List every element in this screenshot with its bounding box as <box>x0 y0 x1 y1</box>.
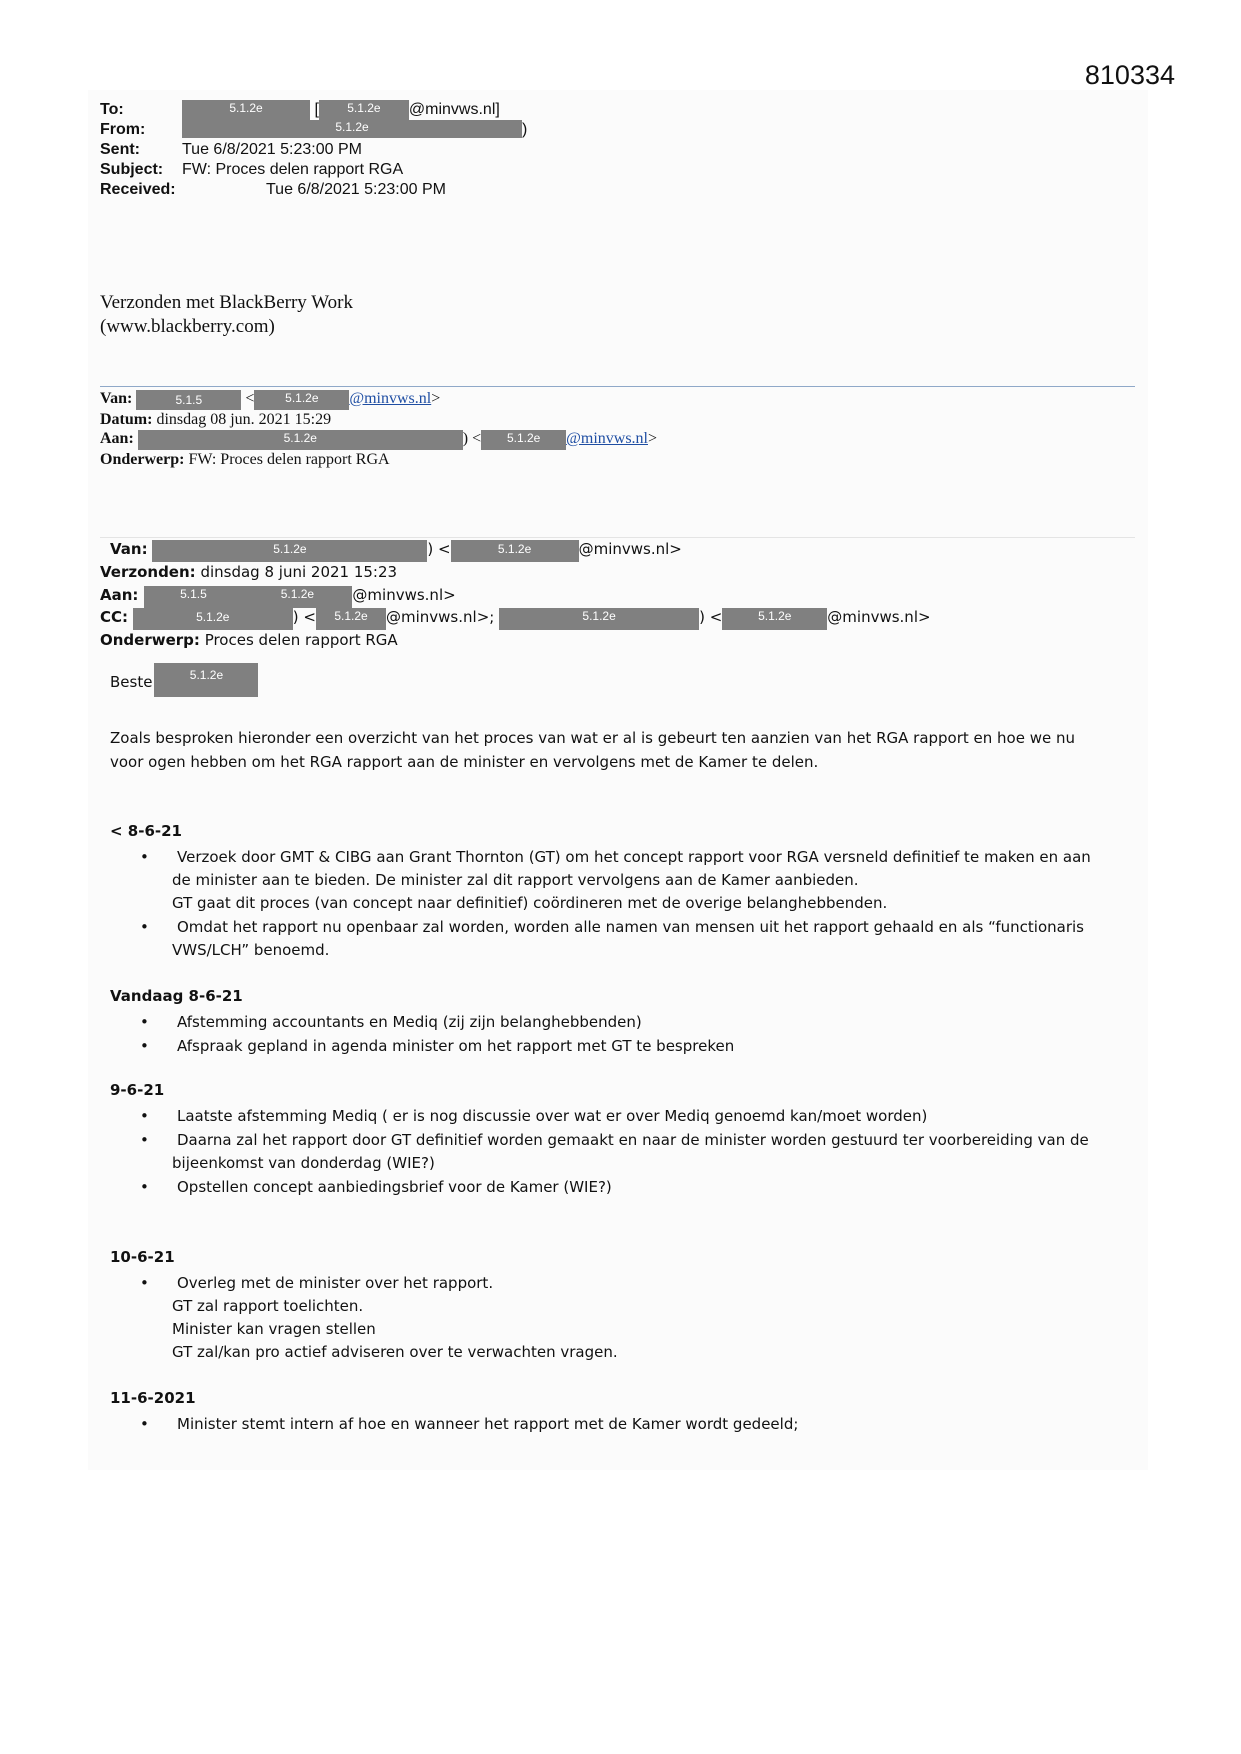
to-label: To: <box>100 101 124 118</box>
section-heading: Vandaag 8-6-21 <box>110 987 243 1005</box>
cc-label: CC: <box>100 608 129 626</box>
onderwerp-label: Onderwerp: <box>100 631 200 649</box>
greeting-row <box>110 668 258 697</box>
section-heading: 9-6-21 <box>110 1081 165 1099</box>
list-item-text: GT zal/kan pro actief adviseren over te verwachten vragen. <box>172 1343 618 1361</box>
redaction-box: 5.1.2e <box>254 390 349 410</box>
list-item-text: de minister aan te bieden. De minister zal dit rapport vervolgens aan de Kamer aanbieden. <box>172 871 859 889</box>
list-item-text: bijeenkomst van donderdag (WIE?) <box>172 1154 435 1172</box>
header3-onderwerp-row <box>100 631 398 649</box>
bullet-icon: • <box>140 1415 149 1433</box>
intro-line-2: voor ogen hebben om het RGA rapport aan de minister en vervolgens met de Kamer te delen. <box>110 753 819 771</box>
header3-verzonden-row <box>100 563 397 581</box>
sent-value: Tue 6/8/2021 5:23:00 PM <box>182 141 362 158</box>
section-heading: 10-6-21 <box>110 1248 175 1266</box>
header1-from-row <box>100 120 527 140</box>
header2-aan-row: Aan: 5.1.2e ) < 5.1.2e @minvws.nl> <box>100 430 657 450</box>
email-link[interactable]: @minvws.nl <box>349 390 432 407</box>
received-value: Tue 6/8/2021 5:23:00 PM <box>266 181 446 198</box>
redaction-box: 5.1.5 <box>144 586 242 608</box>
list-item-text: Daarna zal het rapport door GT definitief worden gemaakt en naar de minister worden gestuurd ter voorbereiding van de <box>177 1131 1089 1149</box>
list-item-text: VWS/LCH” benoemd. <box>172 941 330 959</box>
email-domain: @minvws.nl>; <box>386 608 495 626</box>
redaction-box: 5.1.2e <box>316 608 386 630</box>
subject-label: Subject: <box>100 161 164 178</box>
onderwerp-value: FW: Proces delen rapport RGA <box>188 451 390 468</box>
section-heading: < 8-6-21 <box>110 822 182 840</box>
verzonden-value: dinsdag 8 juni 2021 15:23 <box>200 563 398 581</box>
header3-van-row: Van: 5.1.2e ) < 5.1.2e @minvws.nl> <box>110 540 682 562</box>
redaction-box: 5.1.2e <box>242 586 352 608</box>
redaction-box: 5.1.5 <box>136 390 241 410</box>
redaction-box: 5.1.2e <box>182 120 522 138</box>
datum-value: dinsdag 08 jun. 2021 15:29 <box>156 411 332 428</box>
bullet-icon: • <box>140 918 149 936</box>
signature-line1: Verzonden met BlackBerry Work <box>100 292 353 313</box>
email-domain: @minvws.nl> <box>578 540 682 558</box>
list-item-text: Laatste afstemming Mediq ( er is nog discussie over wat er over Mediq genoemd kan/moet worden) <box>177 1107 928 1125</box>
header3-aan-row <box>100 586 456 608</box>
verzonden-label: Verzonden: <box>100 563 196 581</box>
datum-label: Datum: <box>100 411 153 428</box>
intro-line-1: Zoals besproken hieronder een overzicht van het proces van wat er al is gebeurt ten aanzien van het RGA rapport en hoe we nu <box>110 729 1076 747</box>
list-item-text: GT zal rapport toelichten. <box>172 1297 364 1315</box>
list-item-text: Omdat het rapport nu openbaar zal worden, worden alle namen van mensen uit het rapport gehaald en als “functionaris <box>177 918 1084 936</box>
van-label: Van: <box>110 540 148 558</box>
divider-line <box>100 386 1135 387</box>
email-link[interactable]: @minvws.nl <box>566 430 648 447</box>
redaction-box: 5.1.2e <box>138 430 463 450</box>
email-domain: @minvws.nl> <box>827 608 931 626</box>
header1-to-row <box>100 100 500 122</box>
header1-subject-row <box>100 160 403 180</box>
section-heading: 11-6-2021 <box>110 1389 196 1407</box>
redaction-box: 5.1.2e <box>319 100 409 122</box>
received-label: Received: <box>100 181 176 198</box>
redaction-box: 5.1.2e <box>152 540 427 562</box>
list-item-text: Minister kan vragen stellen <box>172 1320 376 1338</box>
close-paren: ) <box>522 121 528 138</box>
document-number: 810334 <box>1084 60 1175 90</box>
header2-datum-row <box>100 411 331 429</box>
list-item-text: GT gaat dit proces (van concept naar definitief) coördineren met de overige belanghebbenden. <box>172 894 888 912</box>
divider-line <box>100 537 1135 538</box>
onderwerp-label: Onderwerp: <box>100 451 185 468</box>
header2-onderwerp-row <box>100 451 390 469</box>
sent-label: Sent: <box>100 141 140 158</box>
to-domain: @minvws.nl] <box>408 101 500 118</box>
email-domain: @minvws.nl> <box>352 586 456 604</box>
bullet-icon: • <box>140 1131 149 1149</box>
redaction-box: 5.1.2e <box>499 608 699 630</box>
header3-cc-row: CC: 5.1.2e ) < 5.1.2e @minvws.nl>; 5.1.2e ) < 5.1.2e @minvws.nl> <box>100 608 931 630</box>
aan-label: Aan: <box>100 586 139 604</box>
bracket-text: [ <box>310 101 319 118</box>
redaction-box: 5.1.2e <box>182 100 310 122</box>
bullet-icon: • <box>140 1178 149 1196</box>
redaction-box: 5.1.2e <box>481 430 566 450</box>
header1-received-row <box>100 180 446 200</box>
redaction-box: 5.1.2e <box>722 608 827 630</box>
bullet-icon: • <box>140 1037 149 1055</box>
list-item-text: Minister stemt intern af hoe en wanneer het rapport met de Kamer wordt gedeeld; <box>177 1415 799 1433</box>
redaction-box: 5.1.2e <box>154 663 258 697</box>
list-item-text: Afstemming accountants en Mediq (zij zijn belanghebbenden) <box>177 1013 642 1031</box>
bullet-icon: • <box>140 1013 149 1031</box>
subject-value: FW: Proces delen rapport RGA <box>182 161 404 178</box>
header2-van-row: Van: 5.1.5 < 5.1.2e @minvws.nl> <box>100 390 440 410</box>
bullet-icon: • <box>140 848 149 866</box>
van-label: Van: <box>100 390 133 407</box>
bullet-icon: • <box>140 1274 149 1292</box>
list-item-text: Overleg met de minister over het rapport. <box>177 1274 494 1292</box>
bullet-icon: • <box>140 1107 149 1125</box>
list-item-text: Opstellen concept aanbiedingsbrief voor de Kamer (WIE?) <box>177 1178 612 1196</box>
redaction-box: 5.1.2e <box>133 608 293 630</box>
header1-sent-row <box>100 140 362 160</box>
signature-line2: (www.blackberry.com) <box>100 316 275 337</box>
list-item-text: Verzoek door GMT & CIBG aan Grant Thornton (GT) om het concept rapport voor RGA versneld definitief te maken en aan <box>177 848 1091 866</box>
list-item-text: Afspraak gepland in agenda minister om het rapport met GT te bespreken <box>177 1037 735 1055</box>
onderwerp-value: Proces delen rapport RGA <box>204 631 398 649</box>
greeting: Beste <box>110 673 153 691</box>
redaction-box: 5.1.2e <box>451 540 579 562</box>
aan-label: Aan: <box>100 430 134 447</box>
from-label: From: <box>100 121 146 138</box>
